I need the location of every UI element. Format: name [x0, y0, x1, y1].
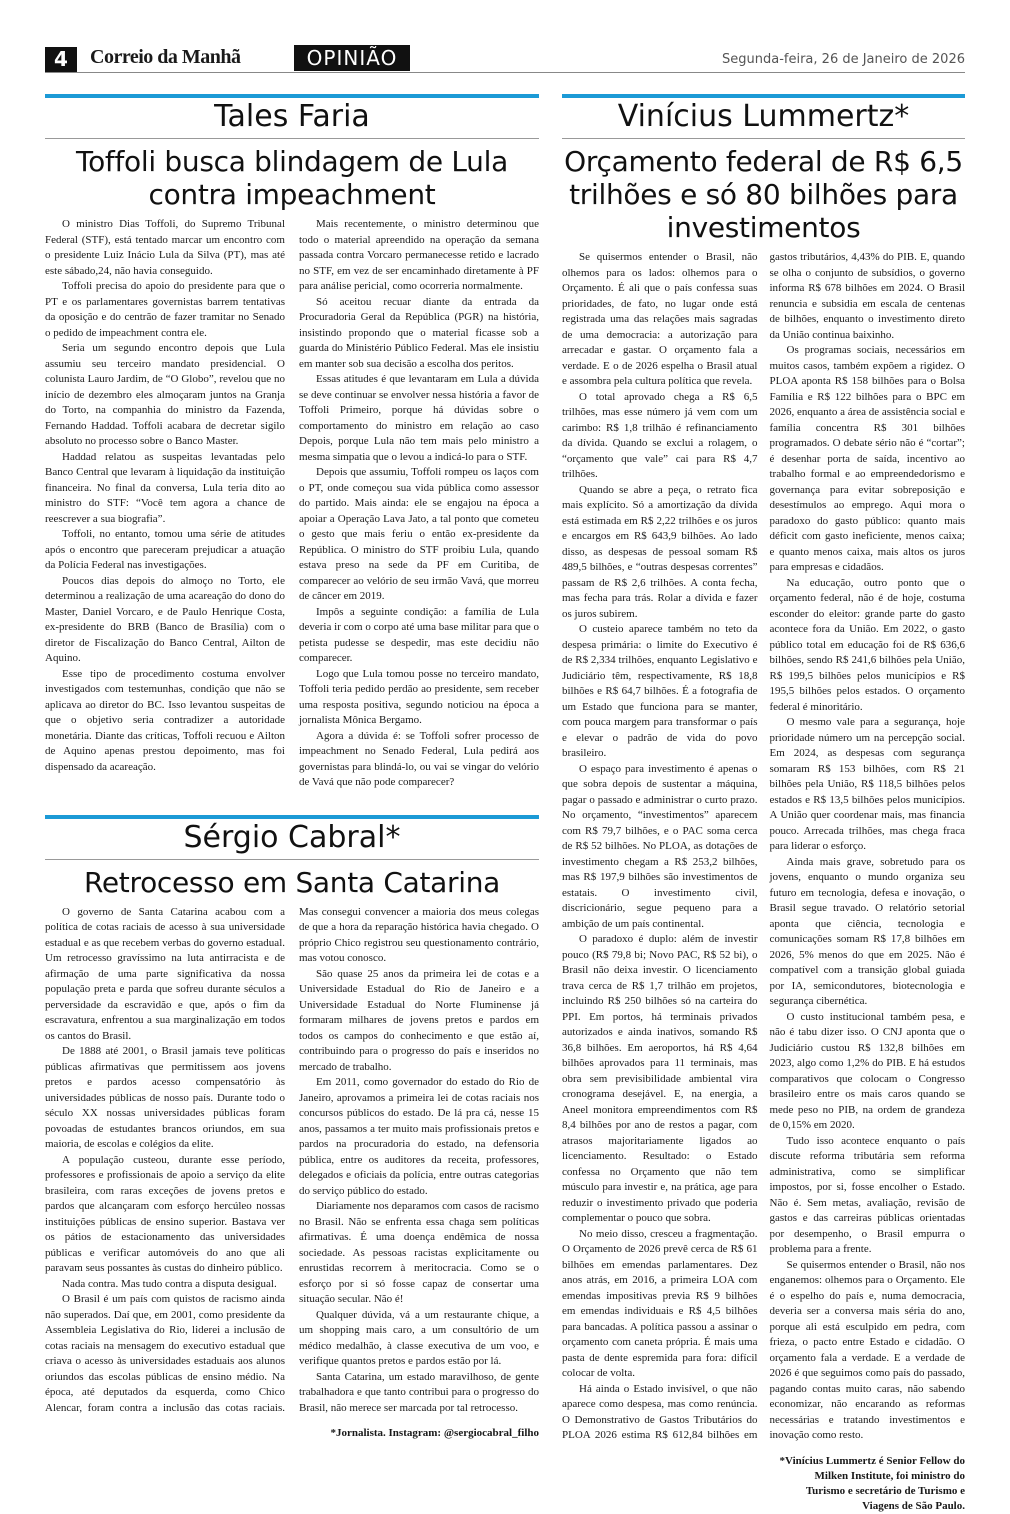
paragraph: Se quisermos entender o Brasil, não olhemos para os lados: olhemos para o Orçamento. É ali que o país confessa suas prioridades, de fato, no lugar onde está registrada uma das relações mais sagradas de uma democracia: a autorização para arrecadar e gastar. O orçamento fala a verdade. E o de 2026 espelha o Brasil atual e assombra pela cultura política que revela. — [562, 251, 758, 387]
paragraph: Mais recentemente, o ministro determinou que todo o material apreendido na operação da semana passada contra Vorcaro permanecesse retido e lacrado no STF, em vez de ser encaminhado diretamente à PF para análise pericial, como ocorreria normalmente. — [299, 218, 539, 292]
paragraph: Nada contra. Mas tudo contra a disputa desigual. — [62, 1277, 277, 1290]
paragraph: São quase 25 anos da primeira lei de cotas e a Universidade Estadual do Rio de Janeiro e a Universidade Estadual do Norte Fluminense já formaram milhares de jovens pretos e pardos em todos os campos do conhecimento e que estão aí, contribuindo para o progresso do país e inseridos no mercado de trabalho. — [299, 967, 539, 1073]
paragraph: Na educação, outro ponto que o orçamento federal, não é de hoje, costuma esconder do eleitor: grande parte do gasto acontece fora da União. Em 2022, o gasto público total em educação foi de R$ 636,6 bilhões, sendo R$ 241,6 bilhões pela União, R$ 199,5 bilhões pelos municípios e R$ 195,5 bilhões pelos estados. O orçamento federal é minoritário. — [769, 576, 965, 713]
paragraph: Se quisermos entender o Brasil, não nos enganemos: olhemos para o Orçamento. Ele é o espelho do país e, numa democracia, deveria ser a conversa mais séria do ano, porque ali está esculpido em pedra, com frieza, o pacto entre Estado e cidadão. O orçamento fala a verdade. E a verdade de 2026 é que seguimos como país do passado, pagando contas muito caras, não sabendo economizar, não encarando as reformas necessárias e tratando investimentos e inovação como resto. — [769, 1258, 965, 1441]
article-body — [45, 217, 539, 791]
article-body — [45, 905, 539, 1417]
paragraph: O governo de Santa Catarina acabou com a política de cotas raciais de acesso à sua universidade estadual e as que recebem verbas do governo estadual. Um retrocesso gravíssimo na luta antirracista e de afirmação de uma parte significativa da nossa população preta e parda que sofreu durante séculos a perversidade da escravidão e que, após o fim da escravatura, enfrentou a sua marginalização em todos os cantos do Brasil. — [45, 905, 285, 1042]
author-name: Vinícius Lummertz* — [617, 99, 910, 134]
paragraph: Há ainda o Estado invisível, o que não aparece como despesa, mas como renúncia. O Demonstrativo de Gastos Tributários do PLOA 2026 estima R$ 612,84 bilhões em gastos tributários, 4,43% do PIB. E, quando se olha o conjunto de subsídios, o governo informa R$ 678 bilhões em 2024. O Brasil renuncia e subsidia em escala de centenas de bilhões, enquanto o investimento direto da União continua baixinho. — [562, 251, 965, 1441]
paragraph: Tudo isso acontece enquanto o país discute reforma tributária sem reforma administrativa, como se simplificar impostos, por si, fosse encolher o Estado. Não é. Sem metas, avaliação, revisão de gastos e das carreiras públicas orientadas por desempenho, o Brasil empurra o problema para a frente. — [769, 1134, 965, 1255]
header-divider — [45, 72, 965, 73]
paragraph: Só aceitou recuar diante da entrada da Procuradoria Geral da República (PGR) na história, insistindo propondo que o material ficasse sob a guarda do Ministério Público Federal. Mas ele insistiu em manter sob sua decisão a escolha dos peritos. — [299, 295, 539, 370]
paragraph: Depois que assumiu, Toffoli rompeu os laços com o PT, onde começou sua vida pública como assessor do partido. Mais ainda: ele se engajou na época a apoiar a Operação Lava Jato, a tal ponto que cometeu o gesto que mais feriu o então ex-presidente da República. O ministro do STF proibiu Lula, quando estava preso na sede da PF em Curitiba, de comparecer ao velório de seu irmão Vavá, que morreu de câncer em 2019. — [299, 466, 539, 602]
paragraph: Qualquer dúvida, vá a um restaurante chique, a um shopping mais caro, a um consultório de um médico medalhão, à classe executiva de um voo, e verifique quantos pretos e pardos estão por lá. — [299, 1308, 539, 1367]
paragraph: No meio disso, cresceu a fragmentação. O Orçamento de 2026 prevê cerca de R$ 61 bilhões em emendas parlamentares. Dez anos atrás, em 2016, a primeira LOA com emendas impositivas previa R$ 9 bilhões em emendas individuais e R$ 4,5 bilhões para bancadas. A política passou a assinar o orçamento com caneta própria. É mais uma pasta de dente espremida para fora: difícil colocar de volta. — [562, 1227, 758, 1379]
paragraph: Santa Catarina, um estado maravilhoso, de gente trabalhadora e que tanto contribui para o progresso do Brasil, não merece ser marcada por tal retrocesso. — [299, 1370, 539, 1414]
article-vinicius-lummertz — [562, 94, 965, 1514]
section-label: OPINIÃO — [294, 45, 410, 71]
paragraph: De 1888 até 2001, o Brasil jamais teve políticas públicas afirmativas que permitissem aos jovens pretos e pardos acesso compensatório às universidades públicas de nosso país. Durante todo o século XX nossas universidades públicas foram povoadas de estudantes brancos oriundos, em sua maioria, de escolas e colégios da elite. — [45, 1045, 285, 1150]
paragraph: Quando se abre a peça, o retrato fica mais explícito. Só a amortização da dívida está estimada em R$ 2,22 trilhões e os juros e encargos em R$ 643,9 bilhões. Ao lado disso, as despesas de pessoal somam R$ 489,5 bilhões, e “outras despesas correntes” passam de R$ 2,6 trilhões. A conta fecha, mas fecha para trás. Rolar a dívida e fazer os juros subirem. — [562, 483, 758, 620]
paragraph: Esse tipo de procedimento costuma envolver investigados com testemunhas, condição que não se aplicava ao diretor do BC. Isso levantou suspeitas de que o objetivo seria contradizer a autoridade monetária. Diante das críticas, Toffoli recuou e Ailton de Aquino apenas prestou depoimento, mas foi dispensado da acareação. — [45, 667, 285, 773]
paragraph: O total aprovado chega a R$ 6,5 trilhões, mas esse número já vem com um carimbo: R$ 1,8 trilhão é refinanciamento da dívida. Quando se exclui a rolagem, o “orçamento que vale” cai para R$ 4,7 trilhões. — [562, 390, 758, 480]
paragraph: O mesmo vale para a segurança, hoje prioridade número um na percepção social. Em 2024, as despesas com segurança somaram R$ 153 bilhões, com R$ 21 bilhões pela União, R$ 118,5 bilhões pelos estados e R$ 13,5 bilhões pelos municípios. A União quer coordenar mais, mas financia pouco. Arrecada trilhões, mas chega fraca para liderar o esforço. — [769, 716, 965, 852]
headline: Toffoli busca blindagem de Lula contra impeachment — [76, 145, 508, 211]
author-name: Tales Faria — [214, 99, 370, 134]
newspaper-logo: Correio da Manhã — [90, 46, 241, 68]
paragraph: Logo que Lula tomou posse no terceiro mandato, Toffoli teria pedido perdão ao presidente, sem receber uma resposta positiva, segundo noticiou na época a jornalista Mônica Bergamo. — [299, 667, 539, 726]
paragraph: Poucos dias depois do almoço no Torto, ele determinou a realização de uma acareação do dono do Master, Daniel Vorcaro, e de Paulo Henrique Costa, ex-presidente do BRB (Banco de Brasília) com o diretor de Fiscalização do Banco Central, Ailton de Aquino. — [45, 574, 285, 664]
paragraph: Haddad relatou as suspeitas levantadas pelo Banco Central que levaram à liquidação da instituição financeira. No final da conversa, Lula teria dito ao ministro do STF: “Você tem agora a chance de reescrever a sua biografia”. — [45, 450, 285, 525]
article-sergio-cabral — [45, 815, 539, 1442]
paragraph: Diariamente nos deparamos com casos de racismo no Brasil. Não se enfrenta essa chaga sem políticas afirmativas. É uma doença endêmica de nossa sociedade. As pessoas racistas explicitamente ou enrustidas recorrem à meritocracia. Como se o esforço por si só fosse capaz de consertar uma situação secular. Não é! — [299, 1200, 539, 1305]
author-signature: *Jornalista. Instagram: @sergiocabral_filho — [330, 1427, 539, 1439]
paragraph: Os programas sociais, necessários em muitos casos, também expõem a rigidez. O PLOA aponta R$ 158 bilhões para o Bolsa Família e R$ 122 bilhões para o BPC em 2026, enquanto a área de assistência social e família concentra R$ 301 bilhões programados. O debate sério não é “cortar”; é desenhar porta de saída, incentivo ao trabalho formal e ao empreendedorismo e governança para evitar sobreposição e desestímulos ao emprego. Aqui mora o paradoxo do gasto público: quanto mais déficit com gasto ineficiente, menos caixa; e quanto menos caixa, mais altos os juros para empresas e cidadãos. — [769, 344, 965, 573]
page-number: 4 — [45, 47, 77, 72]
paragraph: O custo institucional também pesa, e não é tabu dizer isso. O CNJ aponta que o Judiciário custou R$ 132,8 bilhões em 2023, algo como 1,2% do PIB. E há estudos comparativos que colocam o Congresso brasileiro entre os mais caros quando se mede peso no PIB, na ordem de grandeza de 0,15% em 2020. — [769, 1010, 965, 1131]
divider — [562, 138, 965, 139]
paragraph: O ministro Dias Toffoli, do Supremo Tribunal Federal (STF), está tentado marcar um encontro com o presidente Luiz Inácio Lula da Silva (PT), mas até este sábado,24, não havia conseguido. — [45, 218, 285, 277]
article-tales-faria — [45, 94, 539, 791]
author-name: Sérgio Cabral* — [183, 819, 401, 855]
paragraph: O espaço para investimento é apenas o que sobra depois de sustentar a máquina, pagar o passado e administrar o curto prazo. No orçamento, “investimentos” aparecem com R$ 79,7 bilhões, e o PAC soma cerca de R$ 52 bilhões. No PLOA, as dotações de investimento chegam a R$ 253,2 bilhões, mas R$ 197,9 bilhões são investimentos de estatais. O investimento civil, discricionário, segue pequeno para a ambição de um país continental. — [562, 762, 758, 930]
headline: Orçamento federal de R$ 6,5 trilhões e só 80 bilhões para investimentos — [564, 145, 963, 244]
left-column — [45, 94, 539, 1441]
paragraph: Toffoli precisa do apoio do presidente para que o PT e os parlamentares governistas barrem tentativas da oposição e do centrão de fazer tramitar no Senado o pedido de impeachment contra ele. — [45, 280, 285, 339]
author-signature: *Vinícius Lummertz é Senior Fellow do Milken Institute, foi ministro do Turismo e secretário de Turismo e Viagens de São Paulo. — [779, 1454, 965, 1512]
paragraph: Em 2011, como governador do estado do Rio de Janeiro, aprovamos a primeira lei de cotas raciais nos concursos públicos do estado. De lá pra cá, nesse 15 anos, passamos a ter muito mais profissionais pretos e pardos na procuradoria do estado, na defensoria pública, entre os auditores da receita, professores, delegados e oficiais da polícia, entre outras categorias do serviço público do estado. — [299, 1076, 539, 1197]
paragraph: Impôs a seguinte condição: a família de Lula deveria ir com o corpo até uma base militar para que o petista pudesse se despedir, mas este decidiu não comparecer. — [299, 605, 539, 664]
paragraph: Seria um segundo encontro depois que Lula assumiu seu terceiro mandato presidencial. O colunista Lauro Jardim, de “O Globo”, revelou que no início de dezembro eles almoçaram juntos na Granja do Torto, na companhia do ministro da Fazenda, Fernando Haddad. Toffoli acabara de decretar sigilo absoluto no processo sobre o Banco Master. — [45, 342, 285, 447]
paragraph: Agora a dúvida é: se Toffoli sofrer processo de impeachment no Senado Federal, Lula pedirá aos governistas para blindá-lo, ou vai se vingar do velório de Vavá que não pode comparecer? — [299, 729, 539, 788]
headline: Retrocesso em Santa Catarina — [83, 865, 501, 899]
paragraph: A população custeou, durante esse período, professores e profissionais de apoio a serviço da elite brasileira, com raras exceções de jovens pretos e pardos que alcançaram com esforço hercúleo nossas instituições públicas de ensino superior. Bastava ver os pátios de estacionamento das universidades públicas e verificar automóveis do ano que ali paravam seus possantes às custas do dinheiro público. — [45, 1153, 285, 1274]
divider — [45, 138, 539, 139]
divider — [45, 859, 539, 860]
paragraph: Toffoli, no entanto, tomou uma série de atitudes após o encontro que pareceram prejudicar a atuação da Polícia Federal nas investigações. — [45, 528, 285, 571]
paragraph: Ainda mais grave, sobretudo para os jovens, enquanto o mundo organiza seu futuro em tecnologia, defesa e inovação, o Brasil segue travado. O relatório setorial aponta que ciência, tecnologia e comunicações somam R$ 17,8 bilhões em 2026, 5% menos do que em 2025. Não é compatível com a transição global guiada por IA, semicondutores, biotecnologia e segurança cibernética. — [769, 855, 965, 1007]
paragraph: Essas atitudes é que levantaram em Lula a dúvida se deve continuar se envolver nessa história a favor de Toffoli Primeiro, porque há dúvidas sobre o comportamento do ministro em relação ao caso Depois, porque Lula não tem mais pelo ministro a mesma simpatia que o levou a indicá-lo para o STF. — [299, 373, 539, 463]
article-body — [562, 250, 965, 1444]
paragraph: O paradoxo é duplo: além de investir pouco (R$ 79,8 bi; Novo PAC, R$ 52 bi), o Brasil não deixa investir. O licenciamento trava cerca de R$ 1,7 trilhão em projetos, incluindo R$ 250 bilhões só na carteira do PPI. Em portos, há terminais privados autorizados e ainda inativos, somando R$ 36,8 bilhões. Em aeroportos, há R$ 4,64 bilhões aprovados para 11 terminais, mas obra sem previsibilidade ambiental vira cronograma desejável. E, na energia, a Aneel monitora empreendimentos com R$ 8,4 bilhões por ano de restos a pagar, com atrasos majoritariamente ligados ao licenciamento. Resultado: o Estado confessa no Orçamento que não tem músculo para investir e, na prática, age para reduzir o investimento privado que poderia complementar o pouco que sobra. — [562, 933, 758, 1224]
paragraph: O Brasil é um país com quistos de racismo ainda não superados. Daí que, em 2001, como presidente da Assembleia Legislativa do Rio, liderei a inclusão de cotas raciais na mensagem do executivo estadual que criava o acesso às universidades estaduais aos alunos oriundos das escolas públicas de ensino médio. Na época, até deputados da esquerda, como Chico Alencar, foram contra a inclusão das cotas raciais. Mas consegui convencer a maioria dos meus colegas de que a hora da reparação histórica havia chegado. O próprio Chico registrou seu questionamento contrário, mas votou conosco. — [45, 905, 539, 1414]
paragraph: O custeio aparece também no teto da despesa primária: o limite do Executivo é de R$ 2,334 trilhões, enquanto Legislativo e Judiciário têm, respectivamente, R$ 18,8 bilhões e R$ 64,7 bilhões. É a fotografia de um Estado que funciona para se manter, com pouca margem para transformar o país e elevar o padrão de vida do povo brasileiro. — [562, 623, 758, 759]
issue-date: Segunda-feira, 26 de Janeiro de 2026 — [722, 52, 965, 67]
